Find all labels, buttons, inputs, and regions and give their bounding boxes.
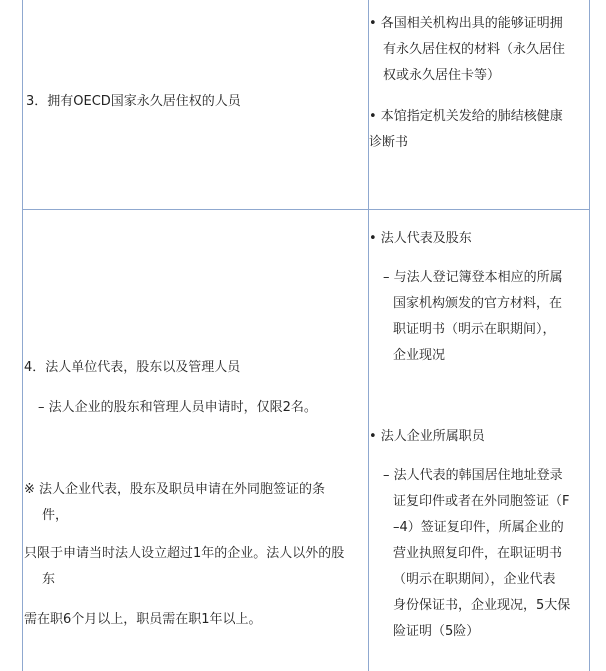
- row4-right-line: （明示在职期间），企业代表: [393, 572, 556, 587]
- row3-right-line: • 各国相关机构出具的能够证明拥: [369, 16, 563, 31]
- row4-left-line: 件，: [42, 508, 69, 523]
- row4-right-line: • 法人企业所属职员: [369, 429, 485, 444]
- row4-right-line: 企业现况: [393, 348, 446, 363]
- row3-right-line: 权或永久居住卡等）: [383, 68, 501, 83]
- row4-right-line: 身份保证书，企业现况，5大保: [393, 598, 571, 613]
- row4-left-line: 需在职6个月以上，职员需在职1年以上。: [24, 612, 262, 627]
- table-border-right: [589, 0, 590, 671]
- row4-right-line: 险证明（5险）: [393, 624, 480, 639]
- table-row-divider: [22, 209, 590, 210]
- row4-right-line: 国家机构颁发的官方材料，在: [393, 296, 563, 311]
- table-column-divider: [368, 0, 369, 671]
- row4-right-line: – 与法人登记簿登本相应的所属: [383, 270, 563, 285]
- row4-right-line: –4）签证复印件，所属企业的: [393, 520, 564, 535]
- row4-right-line: – 法人代表的韩国居住地址登录: [383, 468, 563, 483]
- row4-left-line: – 法人企业的股东和管理人员申请时，仅限2名。: [38, 400, 317, 415]
- row4-right-line: 职证明书（明示在职期间），: [393, 322, 556, 337]
- row4-right-line: 营业执照复印件，在职证明书: [393, 546, 563, 561]
- row3-right-line: 有永久居住权的材料（永久居住: [383, 42, 566, 57]
- row4-left-line: 只限于申请当时法人设立超过1年的企业。法人以外的股: [24, 546, 345, 561]
- row3-right-line: 诊断书: [369, 135, 409, 150]
- row4-left-line: 4．法人单位代表，股东以及管理人员: [24, 360, 241, 375]
- row4-right-line: 证复印件或者在外同胞签证（F: [393, 494, 570, 509]
- row4-left-line: ※ 法人企业代表，股东及职员申请在外同胞签证的条: [24, 482, 326, 497]
- row3-left-cell-text: 3．拥有OECD国家永久居住权的人员: [26, 94, 241, 109]
- row4-right-line: • 法人代表及股东: [369, 231, 472, 246]
- row3-right-line: • 本馆指定机关发给的肺结核健康: [369, 109, 563, 124]
- table-border-left: [22, 0, 23, 671]
- row4-left-line: 东: [42, 572, 56, 587]
